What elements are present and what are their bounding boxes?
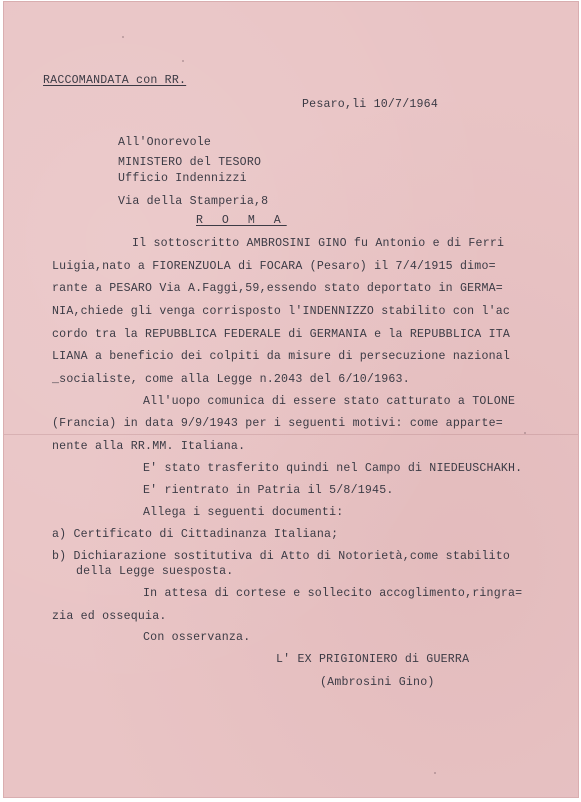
body-line: Luigia,nato a FIORENZUOLA di FOCARA (Pesaro) il 7/4/1915 dimo= <box>52 260 496 273</box>
body-line: E' rientrato in Patria il 5/8/1945. <box>143 484 394 497</box>
addressee-city: R O M A <box>196 214 287 227</box>
paper-fold-crease <box>4 434 578 435</box>
addressee-line: All'Onorevole <box>118 136 212 149</box>
body-line: Il sottoscritto AMBROSINI GINO fu Antonio e di Ferri <box>132 237 505 250</box>
addressee-line: MINISTERO del TESORO <box>118 156 262 169</box>
enclosure-item: a) Certificato di Cittadinanza Italiana; <box>52 528 339 541</box>
paper-speck <box>434 772 436 774</box>
body-line: (Francia) in data 9/9/1943 per i seguenti motivi: come apparte= <box>52 417 503 430</box>
addressee-line: Ufficio Indennizzi <box>118 172 247 185</box>
signature-title: L' EX PRIGIONIERO di GUERRA <box>276 653 470 666</box>
enclosure-item: b) Dichiarazione sostitutiva di Atto di Notorietà,come stabilito <box>52 550 511 563</box>
body-line: Allega i seguenti documenti: <box>143 506 344 519</box>
body-line: LIANA a beneficio dei colpiti da misure di persecuzione nazional <box>52 350 511 363</box>
signature-name: (Ambrosini Gino) <box>320 676 435 689</box>
body-line: NIA,chiede gli venga corrisposto l'INDENNIZZO stabilito con l'ac <box>52 305 511 318</box>
body-line: nente alla RR.MM. Italiana. <box>52 440 246 453</box>
paper-speck <box>182 60 184 62</box>
body-line: E' stato trasferito quindi nel Campo di NIEDEUSCHAKH. <box>143 462 523 475</box>
body-line: zia ed ossequia. <box>52 610 167 623</box>
addressee-line: Via della Stamperia,8 <box>118 195 269 208</box>
place-date: Pesaro,li 10/7/1964 <box>302 98 438 111</box>
body-line: All'uopo comunica di essere stato catturato a TOLONE <box>143 395 516 408</box>
body-line: rante a PESARO Via A.Faggi,59,essendo stato deportato in GERMA= <box>52 282 503 295</box>
closing-line: Con osservanza. <box>143 631 251 644</box>
body-line: _socialiste, come alla Legge n.2043 del 6/10/1963. <box>52 373 410 386</box>
body-line: cordo tra la REPUBBLICA FEDERALE di GERMANIA e la REPUBBLICA ITA <box>52 328 511 341</box>
paper-speck <box>122 36 124 38</box>
enclosure-item: della Legge suesposta. <box>76 565 234 578</box>
body-line: In attesa di cortese e sollecito accoglimento,ringra= <box>143 587 523 600</box>
registered-mail-heading: RACCOMANDATA con RR. <box>43 74 187 87</box>
letter-page <box>4 2 578 797</box>
paper-speck <box>524 432 526 434</box>
